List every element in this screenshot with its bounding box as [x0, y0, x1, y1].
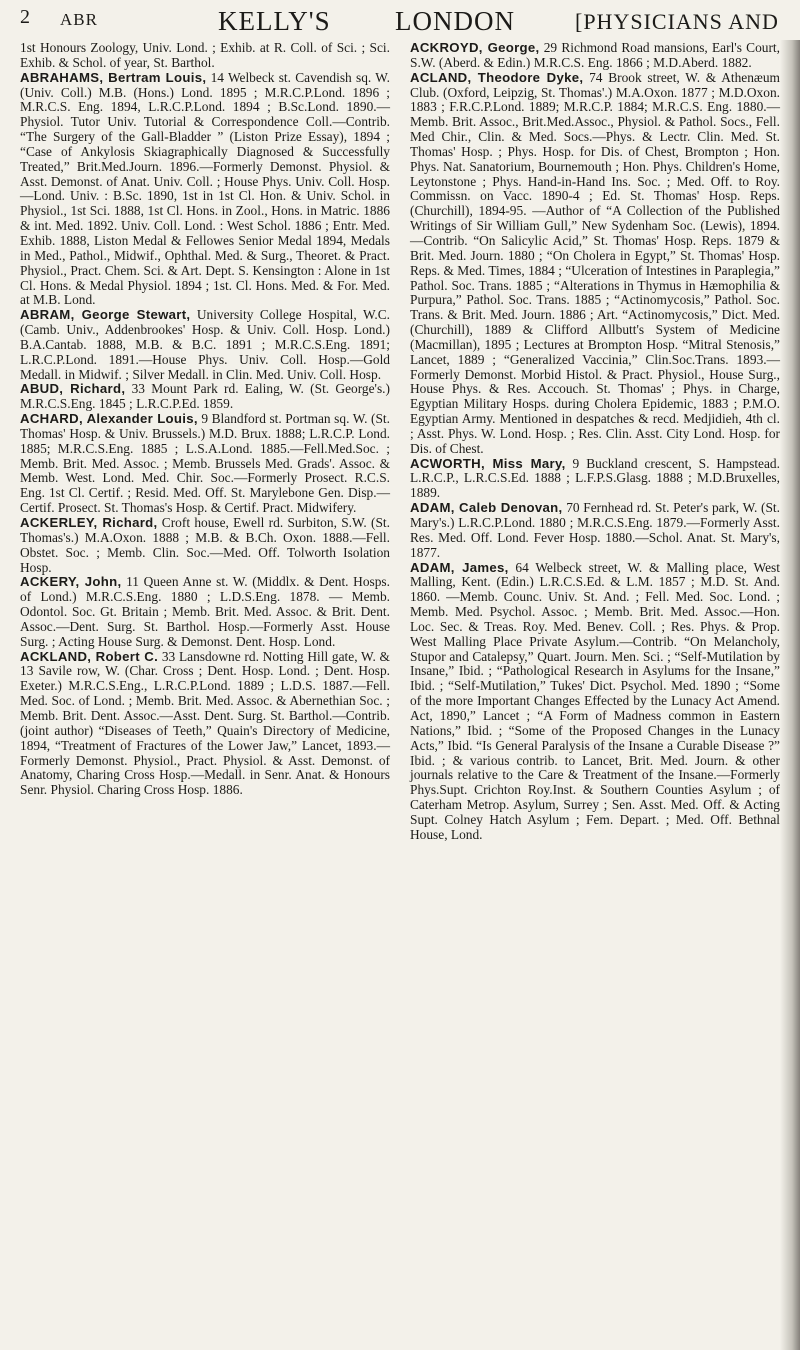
directory-entry — [20, 650, 390, 798]
directory-entry — [410, 561, 780, 843]
entry-text: Croft house, Ewell rd. Surbiton, S.W. (St. Thomas's.) M.A.Oxon. 1888 ; M.B. & B.Ch. Oxon. 1888.—Fell. Obstet. Soc. ; Memb. Clin. Soc.—Med. Off. Tolworth Isolation Hosp. — [20, 515, 390, 575]
entry-text: University College Hospital, W.C. (Camb. Univ., Addenbrookes' Hosp. & Univ. Coll. Hosp. Lond.) B.A.Cantab. 1888, M.B. & B.C. 1891 ; M.R.C.S.Eng. 1891; L.R.C.P.Lond. 1891.—House Phys. Univ. Coll. Hosp.—Gold Medall. in Midwif. ; Silver Medall. in Clin. Med. Univ. Coll. Hosp. — [20, 307, 390, 382]
header-title-section: [PHYSICIANS AND — [575, 9, 779, 34]
entry-text: 70 Fernhead rd. St. Peter's park, W. (St. Mary's.) L.R.C.P.Lond. 1880 ; M.R.C.S.Eng. 1879.—Formerly Asst. Res. Med. Off. Lond. Fever Hosp. 1880.—Schol. Anat. St. Mary's, 1877. — [410, 500, 780, 560]
entry-name: ADAM, James, — [410, 559, 509, 575]
directory-entry — [20, 41, 390, 71]
entry-text: 74 Brook street, W. & Athenæum Club. (Oxford, Leipzig, St. Thomas'.) M.A.Oxon. 1877 ; M.D.Oxon. 1883 ; F.R.C.P.Lond. 1889; M.R.C.P. 1884; M.R.C.S. Eng. 1880.—Memb. Brit. Assoc., Brit.Med.Assoc., Physiol. & Pathol. Socs., Fell. Med Chir., Clin. & Med. Socs.—Phys. & Lectr. Clin. Med. St. Thomas' Hosp. ; Phys. Hosp. for Dis. of Chest, Brompton ; Hon. Phys. Nat. Sanatorium, Bournemouth ; Hon. Phys. Children's Home, Leytonstone ; Phys. Hand-in-Hand Ins. Soc. ; Med. Off. to Roy. Commissn. on Vacc. 1890-4 ; Ed. St. Thomas' Hosp. Reps. (Churchill), 1894-95. —Author of “A Collection of the Published Writings of Sir William Gull,” New Sydenham Soc. (Lewis), 1894.—Contrib. “On Salicylic Acid,” St. Thomas' Hosp. Reps. 1879 & Brit. Med. Journ. 1880 ; “On Cholera in Egypt,” St. Thomas' Hosp. Reps. & Med. Times, 1884 ; “Ulceration of Intestines in Paraplegia,” Pathol. Soc. Trans. 1885 ; “Alterations in Thymus in Hæmophilia & Purpura,” Pathol. Soc. Trans. 1885 ; “Actinomycosis,” Pathol. Soc. Trans. & Brit. Med. Journ. 1886 ; Art. “Actinomycosis,” Dict. Med. (Churchill), 1889 & Clifford Allbutt's System of Medicine (Macmillan), 1895 ; Lectures at Brompton Hosp. “Mitral Stenosis,” Lancet, 1889 ; “Generalized Vaccinia,” Clin.Soc.Trans. 1893.—Formerly Demonst. Morbid Histol. & Pract. Physiol., House Surg., House Phys. & Res. Accouch. St. Thomas' ; Phys. in Charge, Egyptian Military Hosps. during Cholera Epidemic, 1883 ; P.M.O. Egyptian Army. Mentioned in despatches & recd. Medjidieh, 4th cl. ; Asst. Phys. W. Lond. Hosp. ; Res. Clin. Asst. City Lond. Hosp. for Dis. of Chest. — [410, 69, 780, 456]
page-binding-shadow — [780, 40, 800, 1350]
entry-text: 64 Welbeck street, W. & Malling place, West Malling, Kent. (Edin.) L.R.C.S.Ed. & L.M. 1857 ; M.D. St. And. 1860. —Memb. Counc. Univ. St. And. ; Fell. Med. Soc. Lond. ; Memb. Med. Psychol. Assoc. ; Memb. Brit. Med. Assoc.—Hon. Loc. Sec. & Treas. Roy. Med. Benev. Coll. ; Res. Phys. & Prop. West Malling Place Private Asylum.—Contrib. “On Melancholy, Stupor and Catalepsy,” Quart. Journ. Men. Sci. ; “Self-Mutilation by Insane,” Ibid. ; “Pathological Research in Asylums for the Insane,” Ibid. ; “Self-Mutilation,” Tukes' Dict. Psychol. Med. 1890 ; “Some of the more Important Changes Effected by the Lunacy Act Amend. Act, 1890,” Lancet ; “A Form of Madness common in Eastern Nations,” Ibid. ; “Some of the Proposed Changes in the Lunacy Acts,” Ibid. “Is General Paralysis of the Insane a Curable Disease ?” Ibid. ; & various contrib. to Lancet, Brit. Med. Journ. & other journals relative to the Care & Treatment of the Insane.—Formerly Phys.Supt. Crichton Roy.Inst. & Southern Counties Asylum ; of Caterham Metrop. Asylum, Surrey ; Sen. Asst. Med. Off. & Acting Supt. Colney Hatch Asylum ; Fem. Depart. ; Med. Off. Bethnal House, Lond. — [410, 559, 780, 842]
entry-name: ACHARD, Alexander Louis, — [20, 411, 198, 427]
right-column — [410, 41, 780, 843]
entry-name: ADAM, Caleb Denovan, — [410, 500, 563, 516]
page-number: 2 — [20, 6, 30, 28]
header-title-london: LONDON — [395, 6, 515, 36]
running-name: ABR — [60, 10, 98, 29]
entry-name: ACKROYD, George, — [410, 40, 540, 55]
directory-entry — [20, 71, 390, 309]
directory-entry — [410, 501, 780, 560]
directory-entry — [20, 412, 390, 516]
entry-text: 14 Welbeck st. Cavendish sq. W. (Univ. Coll.) M.B. (Hons.) Lond. 1895 ; M.R.C.P.Lond. 1896 ; M.R.C.S. Eng. 1894, L.R.C.P.Lond. 1894 ; B.Sc.Lond. 1890.—Physiol. Tutor Univ. Tutorial & Correspondence Coll.—Contrib. “The Surgery of the Gall-Bladder ” (Liston Prize Essay), 1894 ; “Case of Ankylosis Skiagraphically Diagnosed & Successfully Treated,” Brit.Med.Journ. 1896.—Formerly Demonst. Physiol. & Asst. Demonst. of Anat. Univ. Coll. ; House Phys. Univ. Coll. Hosp.—Lond. Univ. : B.Sc. 1890, 1st in 1st Cl. Hon. & Univ. Schol. in Physiol., 1st Sci. 1888, 1st Cl. Hons. in Zool., Hons. in Matric. 1886 & int. Med. 1892. Univ. Coll. Lond. : West Schol. 1886 ; Entr. Med. Exhib. 1888, Liston Medal & Fellowes Senior Medal 1894, Medals in Med., Pathol., Midwif., Ophthal. Med. & Surg., Theoret. & Pract. Physiol., Pract. Chem. Sci. & Art. Dept. S. Kensington : Alone in 1st Cl. Hons. & Medal Physiol. 1894 ; 1st. Cl. Hons. Med. & For. Med. at M.B. Lond. — [20, 69, 390, 308]
entry-name: ACKERLEY, Richard, — [20, 515, 158, 530]
left-column — [20, 41, 390, 798]
entry-text: 1st Honours Zoology, Univ. Lond. ; Exhib. at R. Coll. of Sci. ; Sci. Exhib. & Schol. of year, St. Barthol. — [20, 40, 390, 70]
entry-text: 11 Queen Anne st. W. (Middlx. & Dent. Hosps. of Lond.) M.R.C.S.Eng. 1880 ; L.D.S.Eng. 1878. — Memb. Odontol. Soc. Gt. Britain ; Memb. Brit. Med. Assoc. & Brit. Dent. Assoc.—Dent. Surg. St. Barthol. Hosp.—Formerly Asst. House Surg. ; Acting House Surg. & Demonst. Dent. Hosp. Lond. — [20, 574, 390, 649]
directory-entry — [410, 41, 780, 71]
entry-name: ABRAM, George Stewart, — [20, 307, 191, 323]
directory-entry — [20, 308, 390, 382]
directory-entry — [20, 516, 390, 575]
entry-text: 33 Mount Park rd. Ealing, W. (St. George's.) M.R.C.S.Eng. 1845 ; L.R.C.P.Ed. 1859. — [20, 381, 390, 412]
entry-name: ACLAND, Theodore Dyke, — [410, 69, 584, 85]
header-title-kellys: KELLY'S — [218, 6, 331, 36]
entry-name: ACKLAND, Robert C. — [20, 648, 159, 664]
entry-name: ABRAHAMS, Bertram Louis, — [20, 69, 207, 85]
entry-name: ACWORTH, Miss Mary, — [410, 455, 566, 471]
directory-entry — [20, 382, 390, 412]
entry-name: ABUD, Richard, — [20, 381, 126, 397]
entry-text: 33 Lansdowne rd. Notting Hill gate, W. & 13 Savile row, W. (Char. Cross ; Dent. Hosp. Lond. ; Dent. Hosp. Exeter.) M.R.C.S.Eng., L.R.C.P.Lond. 1889 ; L.D.S. 1887.—Fell. Med. Soc. of Lond. ; Memb. Brit. Med. Assoc. & Abernethian Soc. ; Memb. Brit. Dent. Assoc.—Asst. Dent. Surg. St. Barthol.—Contrib. (joint author) “Diseases of Teeth,” Quain's Directory of Medicine, 1894, “Treatment of Fractures of the Lower Jaw,” Lancet, 1893.—Formerly Demonst. Physiol., Pract. Physiol. & Asst. Demonst. of Anatomy, Charing Cross Hosp.—Medall. in Senr. Anat. & Honours Senr. Physiol. Charing Cross Hosp. 1886. — [20, 648, 390, 798]
entry-name: ACKERY, John, — [20, 574, 122, 590]
running-header — [0, 0, 800, 38]
entry-text: 9 Buckland crescent, S. Hampstead. L.R.C.P., L.R.C.S.Ed. 1888 ; L.F.P.S.Glasg. 1888 ; M.D.Bruxelles, 1889. — [410, 455, 780, 501]
entry-text: 29 Richmond Road mansions, Earl's Court, S.W. (Aberd. & Edin.) M.R.C.S. Eng. 1866 ; M.D.Aberd. 1882. — [410, 40, 780, 70]
directory-entry — [20, 575, 390, 649]
directory-entry — [410, 457, 780, 502]
directory-entry — [410, 71, 780, 457]
entry-text: 9 Blandford st. Portman sq. W. (St. Thomas' Hosp. & Univ. Brussels.) M.D. Brux. 1888; L.R.C.P. Lond. 1885; M.R.C.S.Eng. 1885 ; L.S.A.Lond. 1885.—Fell.Med.Soc. ; Memb. Brit. Med. Assoc. ; Memb. Brussels Med. Grads'. Assoc. & Memb. West. Lond. Med. Chir. Soc.—Formerly Prosect. R.C.S. Eng. 1st Cl. Certif. ; Resid. Med. Off. St. Marylebone Gen. Disp.—Certif. Prosect. St. Thomas's Hosp. & Certif. Pract. Midwifery. — [20, 411, 390, 516]
